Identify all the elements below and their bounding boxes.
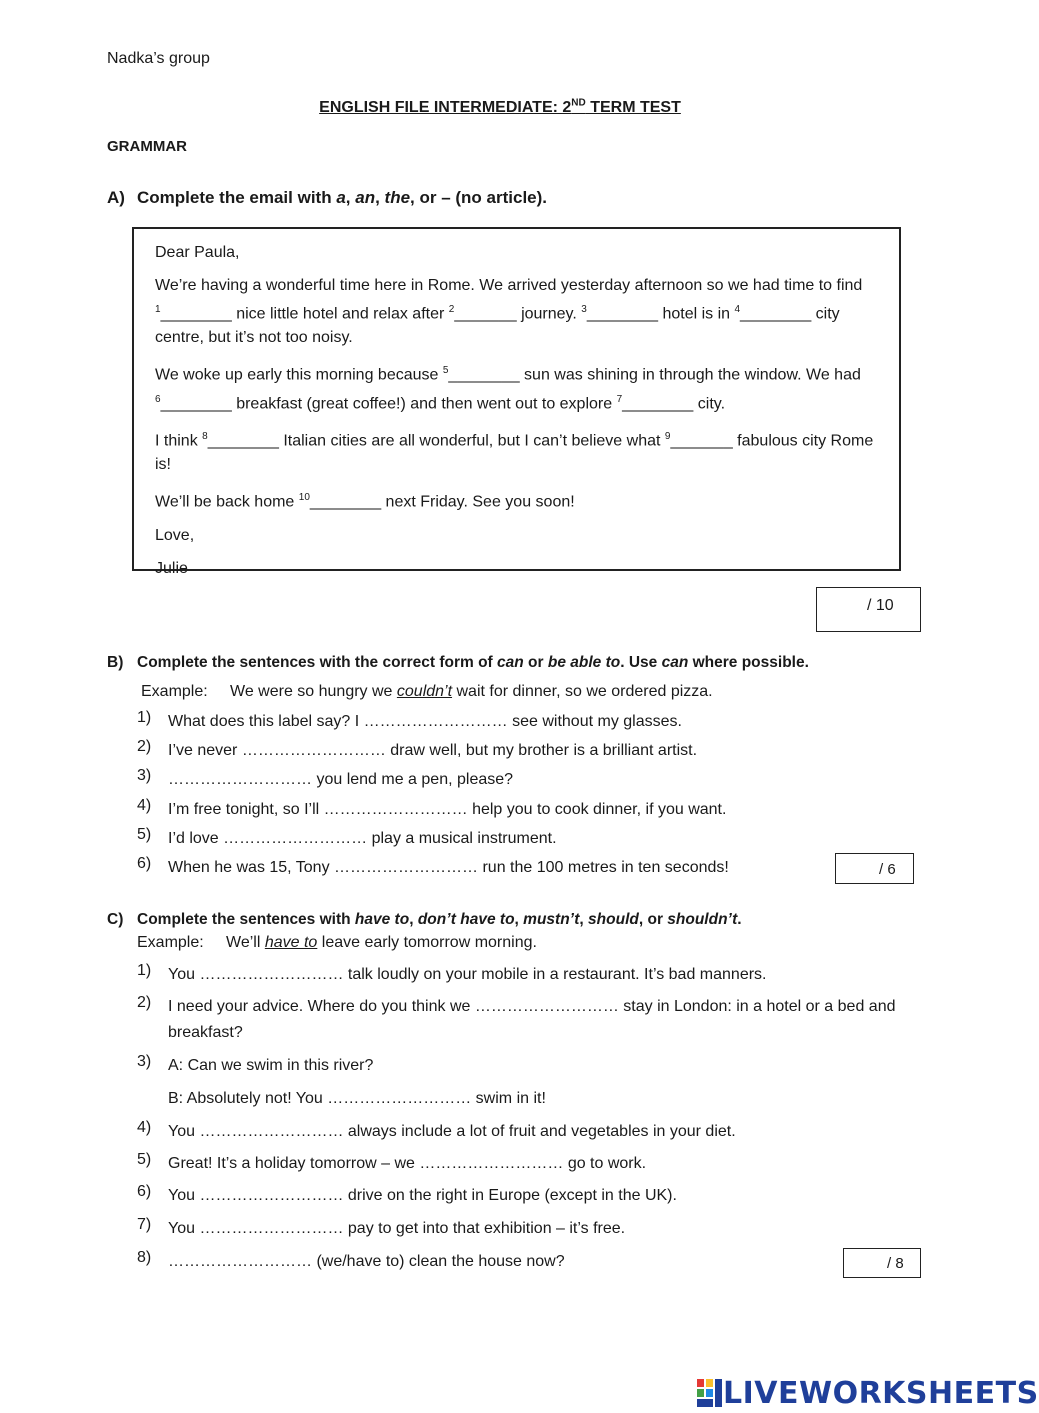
email-paragraph-4: We’ll be back home $^{10}$________ next Friday. See you soon! (155, 492, 575, 511)
email-paragraph-3: I think $^8$________ Italian cities are all wonderful, but I can’t believe what $^9$_______ fabulous city Rome is! (155, 430, 874, 474)
section-c-item-number: 5) (137, 1151, 152, 1168)
email-box (132, 227, 901, 577)
section-b-example: Example: We were so hungry we couldn’t wait for dinner, so we ordered pizza. (141, 683, 713, 700)
group-name: Nadka’s group (107, 50, 210, 67)
email-paragraph-1: We’re having a wonderful time here in Rome. We arrived yesterday afternoon so we had time to find $^1$________ nice little hotel and relax after $^2$_______ journey. $^3$________ hotel is in $^4$________ city centre, but it’s not too noisy. (155, 277, 863, 347)
section-a-instruction: A) Complete the email with a, an, the, or – (no article). (107, 188, 548, 207)
score-box-b: / 6 (835, 853, 914, 884)
section-b-item-text: When he was 15, Tony ……………………… run the 100 metres in ten seconds! (168, 859, 729, 876)
section-c-item-text: You ……………………… pay to get into that exhibition – it’s free. (168, 1220, 626, 1237)
section-c-instruction: C) Complete the sentences with have to, don’t have to, mustn’t, should, or shouldn’t. (107, 911, 742, 928)
section-c-item-number: 6) (137, 1183, 152, 1200)
section-b-instruction: B) Complete the sentences with the correct form of can or be able to. Use can where possible. (107, 654, 809, 671)
section-c-item-number: 7) (137, 1216, 152, 1233)
section-c-item-text: I need your advice. Where do you think we ……………………… stay in London: in a hotel or a bed and breakfast? (168, 998, 896, 1041)
section-c-item-number: 4) (137, 1119, 152, 1136)
page-title: ENGLISH FILE INTERMEDIATE: 2ND TERM TEST (319, 98, 681, 117)
section-c-item-number: 8) (137, 1249, 152, 1266)
section-c-item-text: You ……………………… always include a lot of fruit and vegetables in your diet. (168, 1123, 736, 1140)
score-box-a: / 10 (816, 587, 921, 632)
liveworksheets-logo-icon (697, 1379, 723, 1407)
section-c-item-number: 1) (137, 962, 152, 979)
section-b-item-number: 4) (137, 797, 152, 814)
section-b-item-number: 1) (137, 709, 152, 726)
section-b-item-number: 5) (137, 826, 152, 843)
section-b-item-text: ……………………… you lend me a pen, please? (168, 771, 514, 788)
section-c-example: Example: We’ll have to leave early tomorrow morning. (137, 934, 537, 951)
section-b-item-text: I’ve never ……………………… draw well, but my brother is a brilliant artist. (168, 742, 698, 759)
score-box-c: / 8 (843, 1248, 921, 1278)
section-c-item-text: B: Absolutely not! You ……………………… swim in it! (168, 1090, 546, 1107)
section-b-item-number: 6) (137, 855, 152, 872)
section-b-item-text: What does this label say? I ……………………… see without my glasses. (168, 713, 682, 730)
email-signoff: Love, (155, 526, 195, 544)
section-c-item-number: 3) (137, 1053, 152, 1070)
email-signature: Julie (155, 559, 188, 577)
section-b-item-number: 3) (137, 767, 152, 784)
section-c-item-text: You ……………………… drive on the right in Europe (except in the UK). (168, 1187, 677, 1204)
email-greeting: Dear Paula, (155, 244, 240, 261)
liveworksheets-logo-text: LIVEWORKSHEETS (723, 1375, 1039, 1411)
email-paragraph-2: We woke up early this morning because $^5$________ sun was shining in through the window. We had $^6$________ breakfast (great coffee!) and then went out to explore $^7$________ city. (155, 365, 861, 412)
section-c-item-text: A: Can we swim in this river? (168, 1057, 374, 1074)
section-b-item-text: I’d love ……………………… play a musical instrument. (168, 830, 557, 847)
section-c-item-number: 2) (137, 994, 152, 1011)
section-c-item-text: ……………………… (we/have to) clean the house now? (168, 1253, 565, 1270)
section-c-item-text: Great! It’s a holiday tomorrow – we ……………………… go to work. (168, 1155, 647, 1172)
section-b-item-text: I’m free tonight, so I’ll ……………………… help you to cook dinner, if you want. (168, 801, 727, 818)
section-c-item-text: You ……………………… talk loudly on your mobile in a restaurant. It’s bad manners. (168, 966, 767, 983)
liveworksheets-logo[interactable] (697, 1376, 1039, 1410)
section-b-item-number: 2) (137, 738, 152, 755)
section-heading-grammar: GRAMMAR (107, 138, 187, 155)
